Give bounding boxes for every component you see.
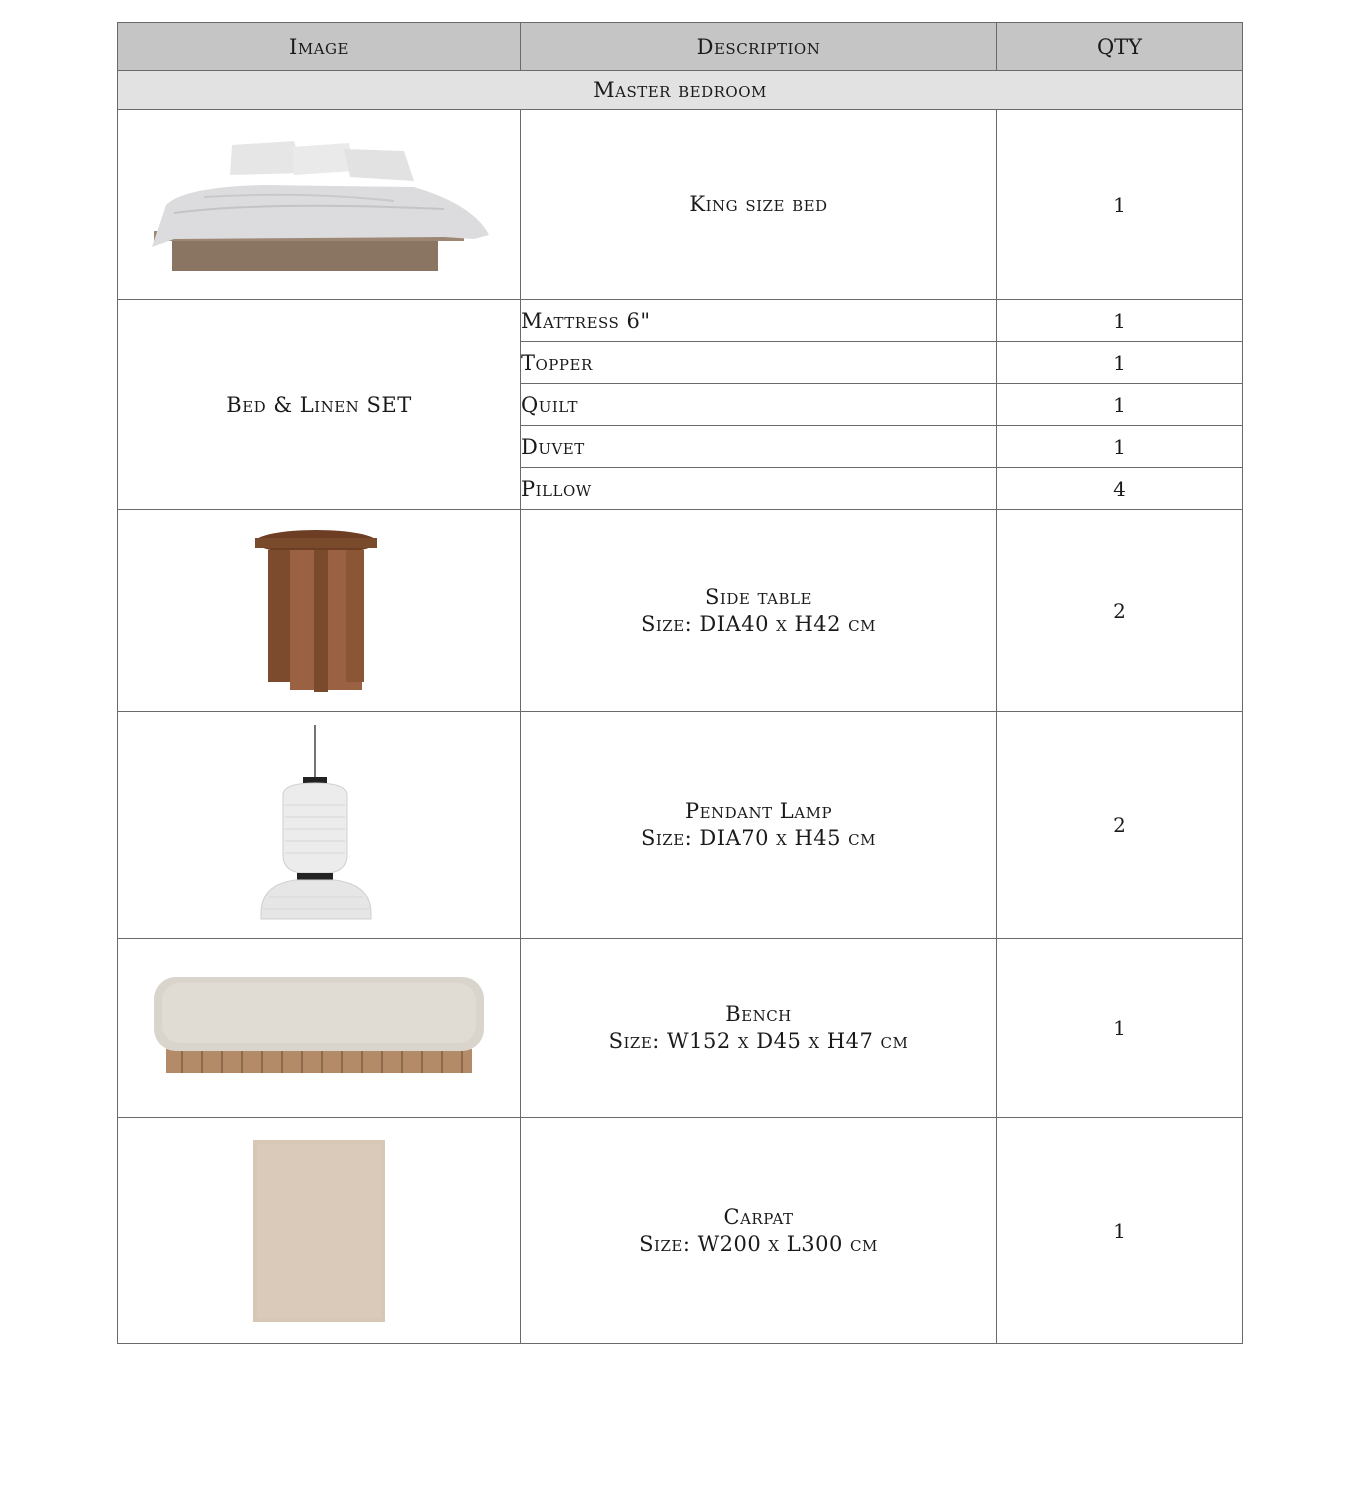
table-row [118,510,1243,712]
pendant-lamp-image [118,712,521,939]
bed-image [118,110,521,300]
side-table-image [118,510,521,712]
bed-description: King size bed [521,110,997,300]
header-row [118,23,1243,71]
linen-item-topper: Topper [521,342,997,384]
side-table-qty: 2 [997,510,1243,712]
furniture-schedule-table [117,22,1243,1344]
header-qty: QTY [997,23,1243,71]
section-title: Master bedroom [118,71,1243,110]
linen-item-duvet: Duvet [521,426,997,468]
carpet-image [118,1118,521,1344]
side-table-size: Size: DIA40 x H42 cm [640,611,877,636]
linen-set-label: Bed & Linen SET [118,300,521,510]
bed-qty: 1 [997,110,1243,300]
bench-qty: 1 [997,939,1243,1118]
linen-qty-duvet: 1 [997,426,1243,468]
linen-item-pillow: Pillow [521,468,997,510]
header-image: Image [118,23,521,71]
carpet-qty: 1 [997,1118,1243,1344]
linen-qty-pillow: 4 [997,468,1243,510]
pendant-lamp-size: Size: DIA70 x H45 cm [640,826,877,850]
section-row [118,71,1243,110]
side-table-name: Side table [705,584,812,609]
header-description: Description [521,23,997,71]
bench-image [118,939,521,1118]
linen-qty-mattress: 1 [997,300,1243,342]
side-table-description [521,510,997,712]
bench-description [521,939,997,1118]
bench-size: Size: W152 x D45 x H47 cm [608,1029,909,1053]
carpet-description [521,1118,997,1344]
linen-row [118,300,1243,342]
linen-item-quilt: Quilt [521,384,997,426]
table-row [118,939,1243,1118]
bench-name: Bench [725,1002,792,1026]
table-row [118,712,1243,939]
linen-qty-topper: 1 [997,342,1243,384]
pendant-lamp-name: Pendant Lamp [684,799,833,823]
table-row [118,110,1243,300]
pendant-lamp-qty: 2 [997,712,1243,939]
linen-qty-quilt: 1 [997,384,1243,426]
pendant-lamp-description [521,712,997,939]
linen-item-mattress: Mattress 6" [521,300,997,342]
carpet-size: Size: W200 x L300 cm [639,1231,878,1256]
carpet-name: Carpat [723,1204,794,1229]
table-row [118,1118,1243,1344]
